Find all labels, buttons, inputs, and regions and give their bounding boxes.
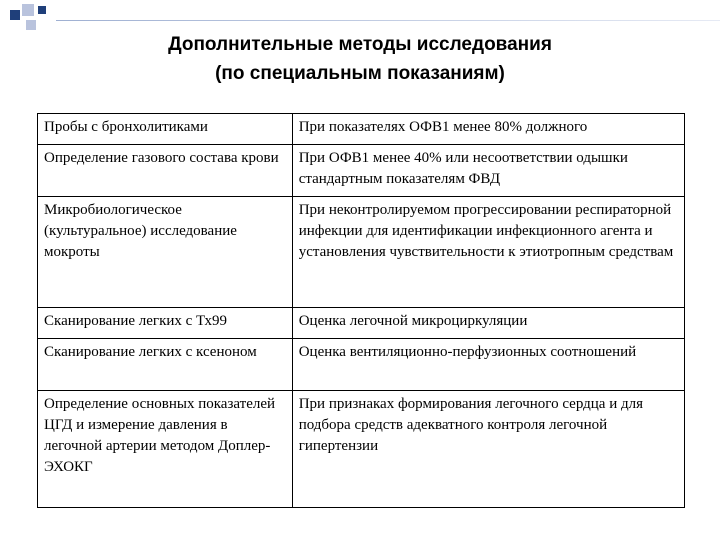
indication-cell: Оценка вентиляционно-перфузионных соотношений xyxy=(292,339,684,391)
slide-title xyxy=(60,30,660,88)
decorative-square-dark xyxy=(38,6,46,14)
table-row xyxy=(38,308,685,339)
indication-cell: При неконтролируемом прогрессировании респираторной инфекции для идентификации инфекционного агента и установления чувствительности к этиотропным средствам xyxy=(292,197,684,308)
indication-cell: Оценка легочной микроциркуляции xyxy=(292,308,684,339)
method-cell: Определение газового состава крови xyxy=(38,145,293,197)
method-cell: Определение основных показателей ЦГД и измерение давления в легочной артерии методом Доплер-ЭХОКГ xyxy=(38,391,293,508)
slide-title-line-1: Дополнительные методы исследования xyxy=(168,34,552,55)
table-row xyxy=(38,114,685,145)
decorative-rule xyxy=(56,20,720,21)
table-row xyxy=(38,339,685,391)
table-row xyxy=(38,391,685,508)
method-cell: Микробиологическое (культуральное) исследование мокроты xyxy=(38,197,293,308)
table-row xyxy=(38,145,685,197)
method-cell: Сканирование легких с ксеноном xyxy=(38,339,293,391)
slide-title-line-2: (по специальным показаниям) xyxy=(215,63,505,84)
method-cell: Сканирование легких с Тх99 xyxy=(38,308,293,339)
methods-table xyxy=(37,113,685,508)
method-cell: Пробы с бронхолитиками xyxy=(38,114,293,145)
decorative-square-dark xyxy=(10,10,20,20)
decorative-square-light xyxy=(22,4,34,16)
indication-cell: При признаках формирования легочного сердца и для подбора средств адекватного контроля легочной гипертензии xyxy=(292,391,684,508)
indication-cell: При показателях ОФВ1 менее 80% должного xyxy=(292,114,684,145)
decorative-square-light xyxy=(26,20,36,30)
table-row xyxy=(38,197,685,308)
indication-cell: При ОФВ1 менее 40% или несоответствии одышки стандартным показателям ФВД xyxy=(292,145,684,197)
